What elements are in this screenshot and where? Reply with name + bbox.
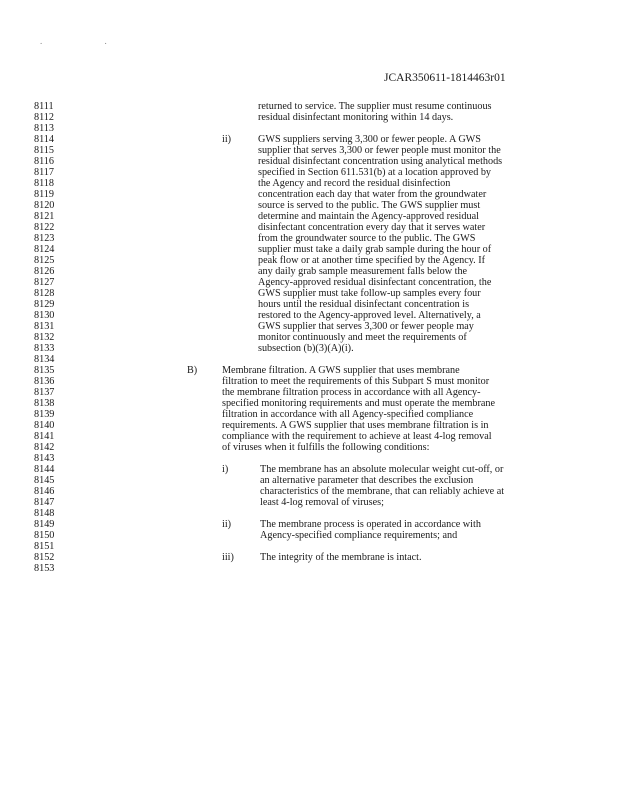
line-number: 8133	[34, 342, 55, 354]
line-number: 8145	[34, 474, 55, 486]
line-number: 8125	[34, 254, 55, 266]
line-number: 8120	[34, 199, 55, 211]
line-number: 8141	[34, 430, 55, 442]
line-text: GWS supplier that serves 3,300 or fewer people may	[258, 320, 474, 332]
line-number: 8127	[34, 276, 55, 288]
line-text: residual disinfectant monitoring within 14 days.	[258, 111, 454, 123]
line-number: 8147	[34, 496, 55, 508]
line-number: 8122	[34, 221, 55, 233]
line-number: 8124	[34, 243, 55, 255]
line-number: 8111	[34, 100, 54, 112]
line-text: determine and maintain the Agency-approved residual	[258, 210, 479, 222]
list-marker: i)	[222, 463, 229, 475]
line-text: filtration to meet the requirements of this Subpart S must monitor	[222, 375, 490, 387]
line-text: monitor continuously and meet the requirements of	[258, 331, 467, 343]
line-number: 8134	[34, 353, 55, 365]
line-number: 8152	[34, 551, 55, 563]
line-number: 8142	[34, 441, 55, 453]
line-text: source is served to the public. The GWS supplier must	[258, 199, 481, 211]
line-text: subsection (b)(3)(A)(i).	[258, 342, 354, 354]
line-text: specified in Section 611.531(b) at a location approved by	[258, 166, 492, 178]
line-number: 8151	[34, 540, 55, 552]
line-number: 8137	[34, 386, 55, 398]
line-text: restored to the Agency-approved level. Alternatively, a	[258, 309, 481, 321]
line-number: 8130	[34, 309, 55, 321]
line-text: returned to service. The supplier must resume continuous	[258, 100, 492, 112]
list-marker: B)	[187, 364, 198, 376]
line-text: Agency-approved residual disinfectant concentration, the	[258, 276, 492, 288]
line-number: 8128	[34, 287, 55, 299]
line-number: 8148	[34, 507, 55, 519]
line-number: 8146	[34, 485, 55, 497]
list-marker: ii)	[222, 518, 232, 530]
line-number: 8117	[34, 166, 54, 178]
line-number: 8143	[34, 452, 55, 464]
line-number: 8136	[34, 375, 55, 387]
line-number: 8116	[34, 155, 54, 167]
line-text: concentration each day that water from the groundwater	[258, 188, 487, 200]
line-number: 8126	[34, 265, 55, 277]
list-marker: iii)	[222, 551, 234, 563]
line-text: disinfectant concentration every day that it serves water	[258, 221, 486, 233]
line-number: 8140	[34, 419, 55, 431]
line-text: residual disinfectant concentration using analytical methods	[258, 155, 503, 167]
line-text: GWS supplier must take follow-up samples every four	[258, 287, 481, 299]
line-text: an alternative parameter that describes the exclusion	[260, 474, 474, 486]
line-text: characteristics of the membrane, that can reliably achieve at	[260, 485, 505, 497]
line-text: The integrity of the membrane is intact.	[260, 551, 422, 563]
line-number: 8135	[34, 364, 55, 376]
line-text: of viruses when it fulfills the following conditions:	[222, 441, 430, 453]
line-number: 8121	[34, 210, 55, 222]
line-text: from the groundwater source to the public. The GWS	[258, 232, 476, 244]
line-number: 8123	[34, 232, 55, 244]
line-number: 8115	[34, 144, 54, 156]
line-text: filtration in accordance with all Agency-specified compliance	[222, 408, 474, 420]
line-text: Agency-specified compliance requirements; and	[260, 529, 458, 541]
line-text: compliance with the requirement to achieve at least 4-log removal	[222, 430, 492, 442]
line-number: 8118	[34, 177, 54, 189]
line-text: Membrane filtration. A GWS supplier that uses membrane	[222, 364, 460, 376]
line-number: 8129	[34, 298, 55, 310]
line-text: supplier that serves 3,300 or fewer people must monitor the	[258, 144, 501, 156]
line-text: any daily grab sample measurement falls below the	[258, 265, 468, 277]
line-text: supplier must take a daily grab sample during the hour of	[258, 243, 492, 255]
line-number: 8131	[34, 320, 55, 332]
line-text: The membrane process is operated in accordance with	[260, 518, 481, 530]
document-id-header: JCAR350611-1814463r01	[384, 72, 506, 84]
line-text: the Agency and record the residual disinfection	[258, 177, 451, 189]
line-number: 8113	[34, 122, 54, 134]
page-marks: . .	[40, 36, 137, 46]
line-text: requirements. A GWS supplier that uses membrane filtration is in	[222, 419, 489, 431]
line-number: 8114	[34, 133, 54, 145]
list-marker: ii)	[222, 133, 232, 145]
line-text: The membrane has an absolute molecular weight cut-off, or	[260, 463, 504, 475]
line-number: 8149	[34, 518, 55, 530]
line-text: hours until the residual disinfectant concentration is	[258, 298, 470, 310]
line-number: 8112	[34, 111, 54, 123]
line-text: specified monitoring requirements and must operate the membrane	[222, 397, 495, 409]
line-text: least 4-log removal of viruses;	[260, 496, 384, 508]
line-text: the membrane filtration process in accordance with all Agency-	[222, 386, 481, 398]
line-number: 8153	[34, 562, 55, 574]
line-number: 8150	[34, 529, 55, 541]
line-number: 8138	[34, 397, 55, 409]
line-number: 8132	[34, 331, 55, 343]
line-number: 8119	[34, 188, 54, 200]
line-text: GWS suppliers serving 3,300 or fewer people. A GWS	[258, 133, 481, 145]
line-number: 8139	[34, 408, 55, 420]
line-text: peak flow or at another time specified by the Agency. If	[258, 254, 486, 266]
line-number: 8144	[34, 463, 55, 475]
